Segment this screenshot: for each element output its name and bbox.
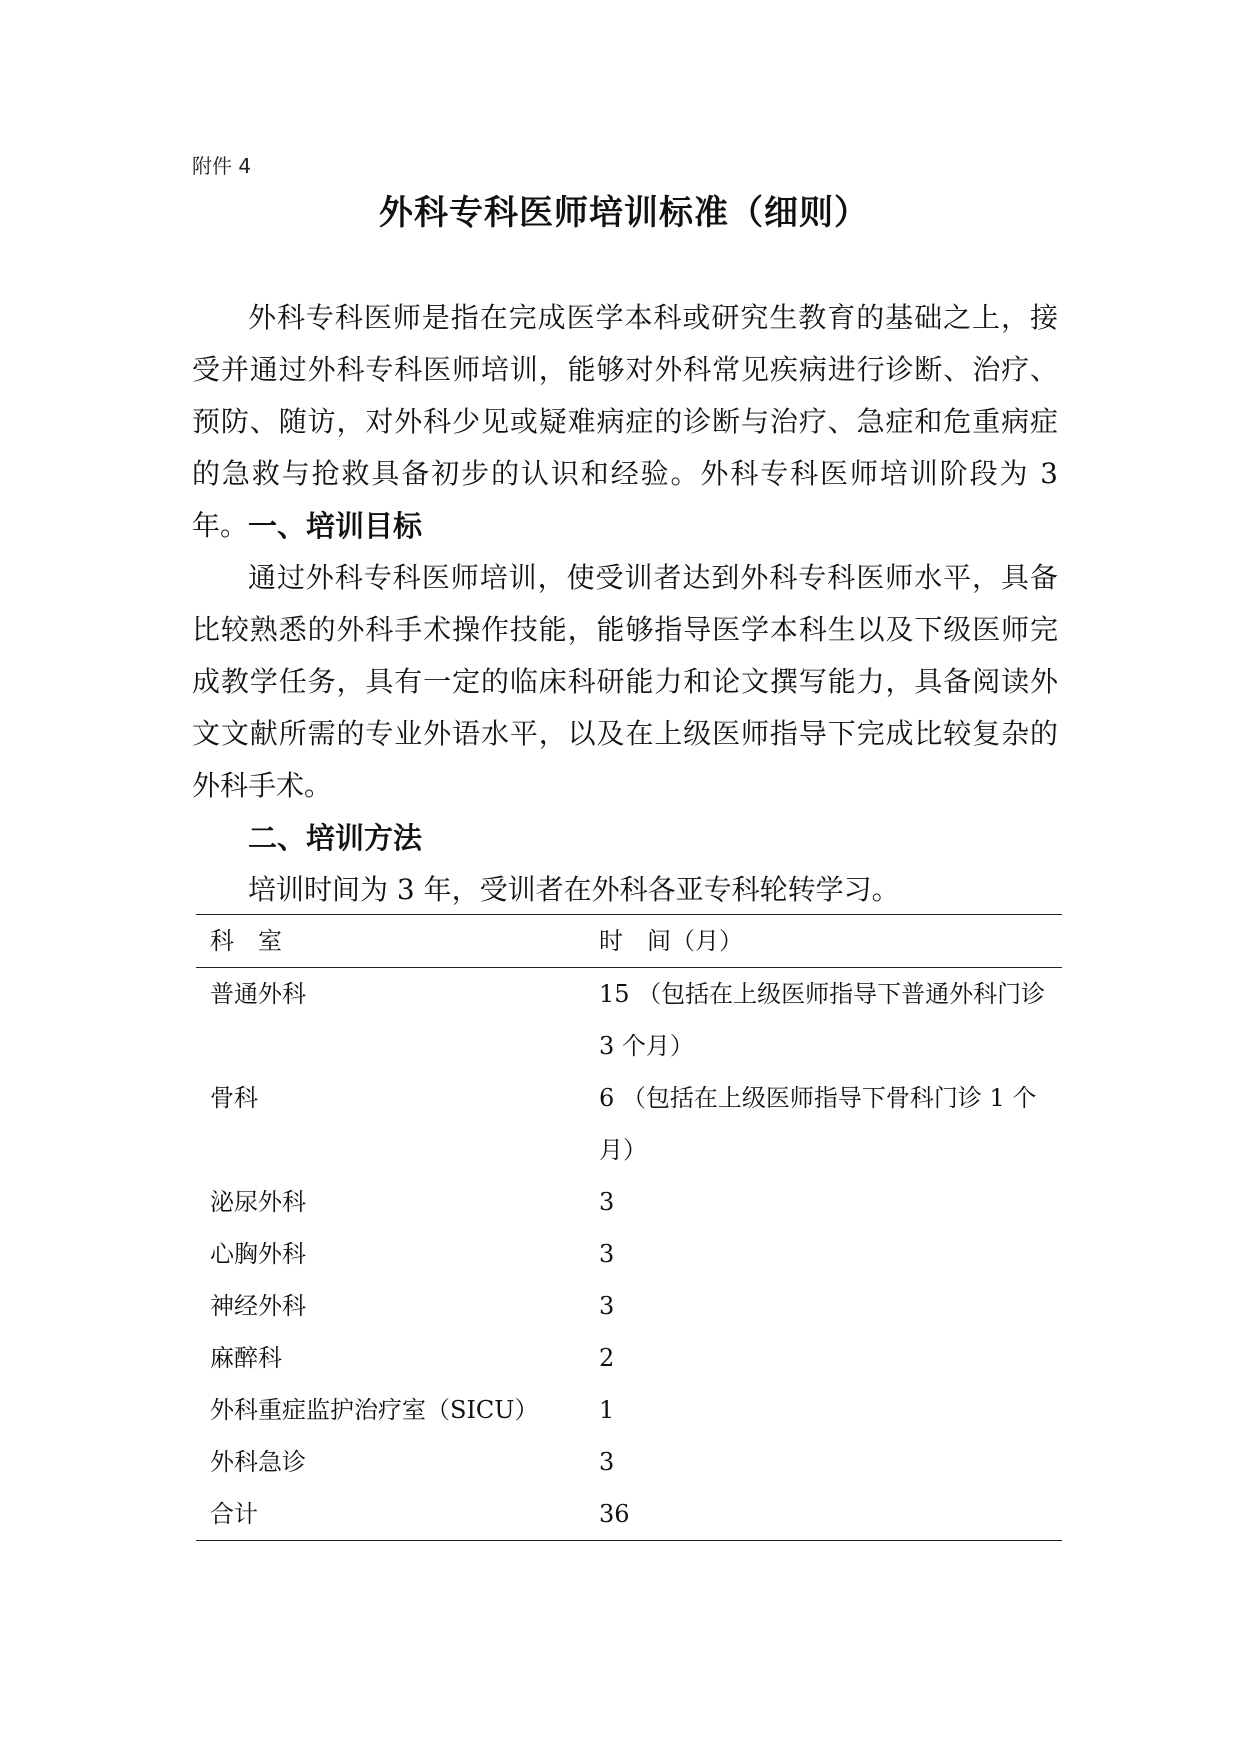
dept-cell: 心胸外科 [210,1240,306,1268]
dept-cell: 外科急诊 [210,1448,306,1476]
time-cell: 3 [599,1292,615,1320]
time-cell: 36 [599,1500,630,1528]
table-row [196,1488,1062,1540]
section2-paragraph: 培训时间为 3 年，受训者在外科各亚专科轮转学习。 [248,873,900,906]
intro-paragraph: 外科专科医师是指在完成医学本科或研究生教育的基础之上，接受并通过外科专科医师培训，能够对外科常见疾病进行诊断、治疗、预防、随访，对外科少见或疑难病症的诊断与治疗、急症和危重病症的急救与抢救具备初步的认识和经验。外科专科医师培训阶段为 3 年。 [192,301,1058,542]
time-cell: 2 [599,1344,615,1372]
dept-cell: 合计 [210,1500,258,1528]
time-cell: 3 [599,1188,615,1216]
dept-cell: 神经外科 [210,1292,306,1320]
dept-cell: 普通外科 [210,980,306,1008]
table-row [196,1228,1062,1280]
time-cell: 6 （包括在上级医师指导下骨科门诊 1 个月） [599,1084,1037,1164]
dept-cell: 麻醉科 [210,1344,282,1372]
time-cell: 3 [599,1240,615,1268]
header-time: 时 间（月） [599,927,743,955]
section1-paragraph: 通过外科专科医师培训，使受训者达到外科专科医师水平，具备比较熟悉的外科手术操作技能，能够指导医学本科生以及下级医师完成教学任务，具有一定的临床科研能力和论文撰写能力，具备阅读外文文献所需的专业外语水平，以及在上级医师指导下完成比较复杂的外科手术。 [192,561,1058,802]
table-row [196,1176,1062,1228]
table-row [196,1384,1062,1436]
section2-heading: 二、培训方法 [248,821,423,855]
table-row [196,1280,1062,1332]
dept-cell: 骨科 [210,1084,258,1112]
header-dept: 科 室 [210,927,282,955]
table-row [196,1436,1062,1488]
dept-cell: 泌尿外科 [210,1188,306,1216]
rotation-table [196,914,1062,1541]
time-cell: 15 （包括在上级医师指导下普通外科门诊 3 个月） [599,980,1046,1060]
table-row [196,1332,1062,1384]
time-cell: 1 [599,1396,615,1424]
dept-cell: 外科重症监护治疗室（SICU） [210,1396,539,1424]
attachment-label: 附件 4 [192,154,252,178]
document-title: 外科专科医师培训标准（细则） [379,193,869,233]
section1-heading: 一、培训目标 [248,509,423,543]
time-cell: 3 [599,1448,615,1476]
table-row [196,1072,1062,1176]
table-header-row [196,915,1062,968]
table-row [196,968,1062,1072]
